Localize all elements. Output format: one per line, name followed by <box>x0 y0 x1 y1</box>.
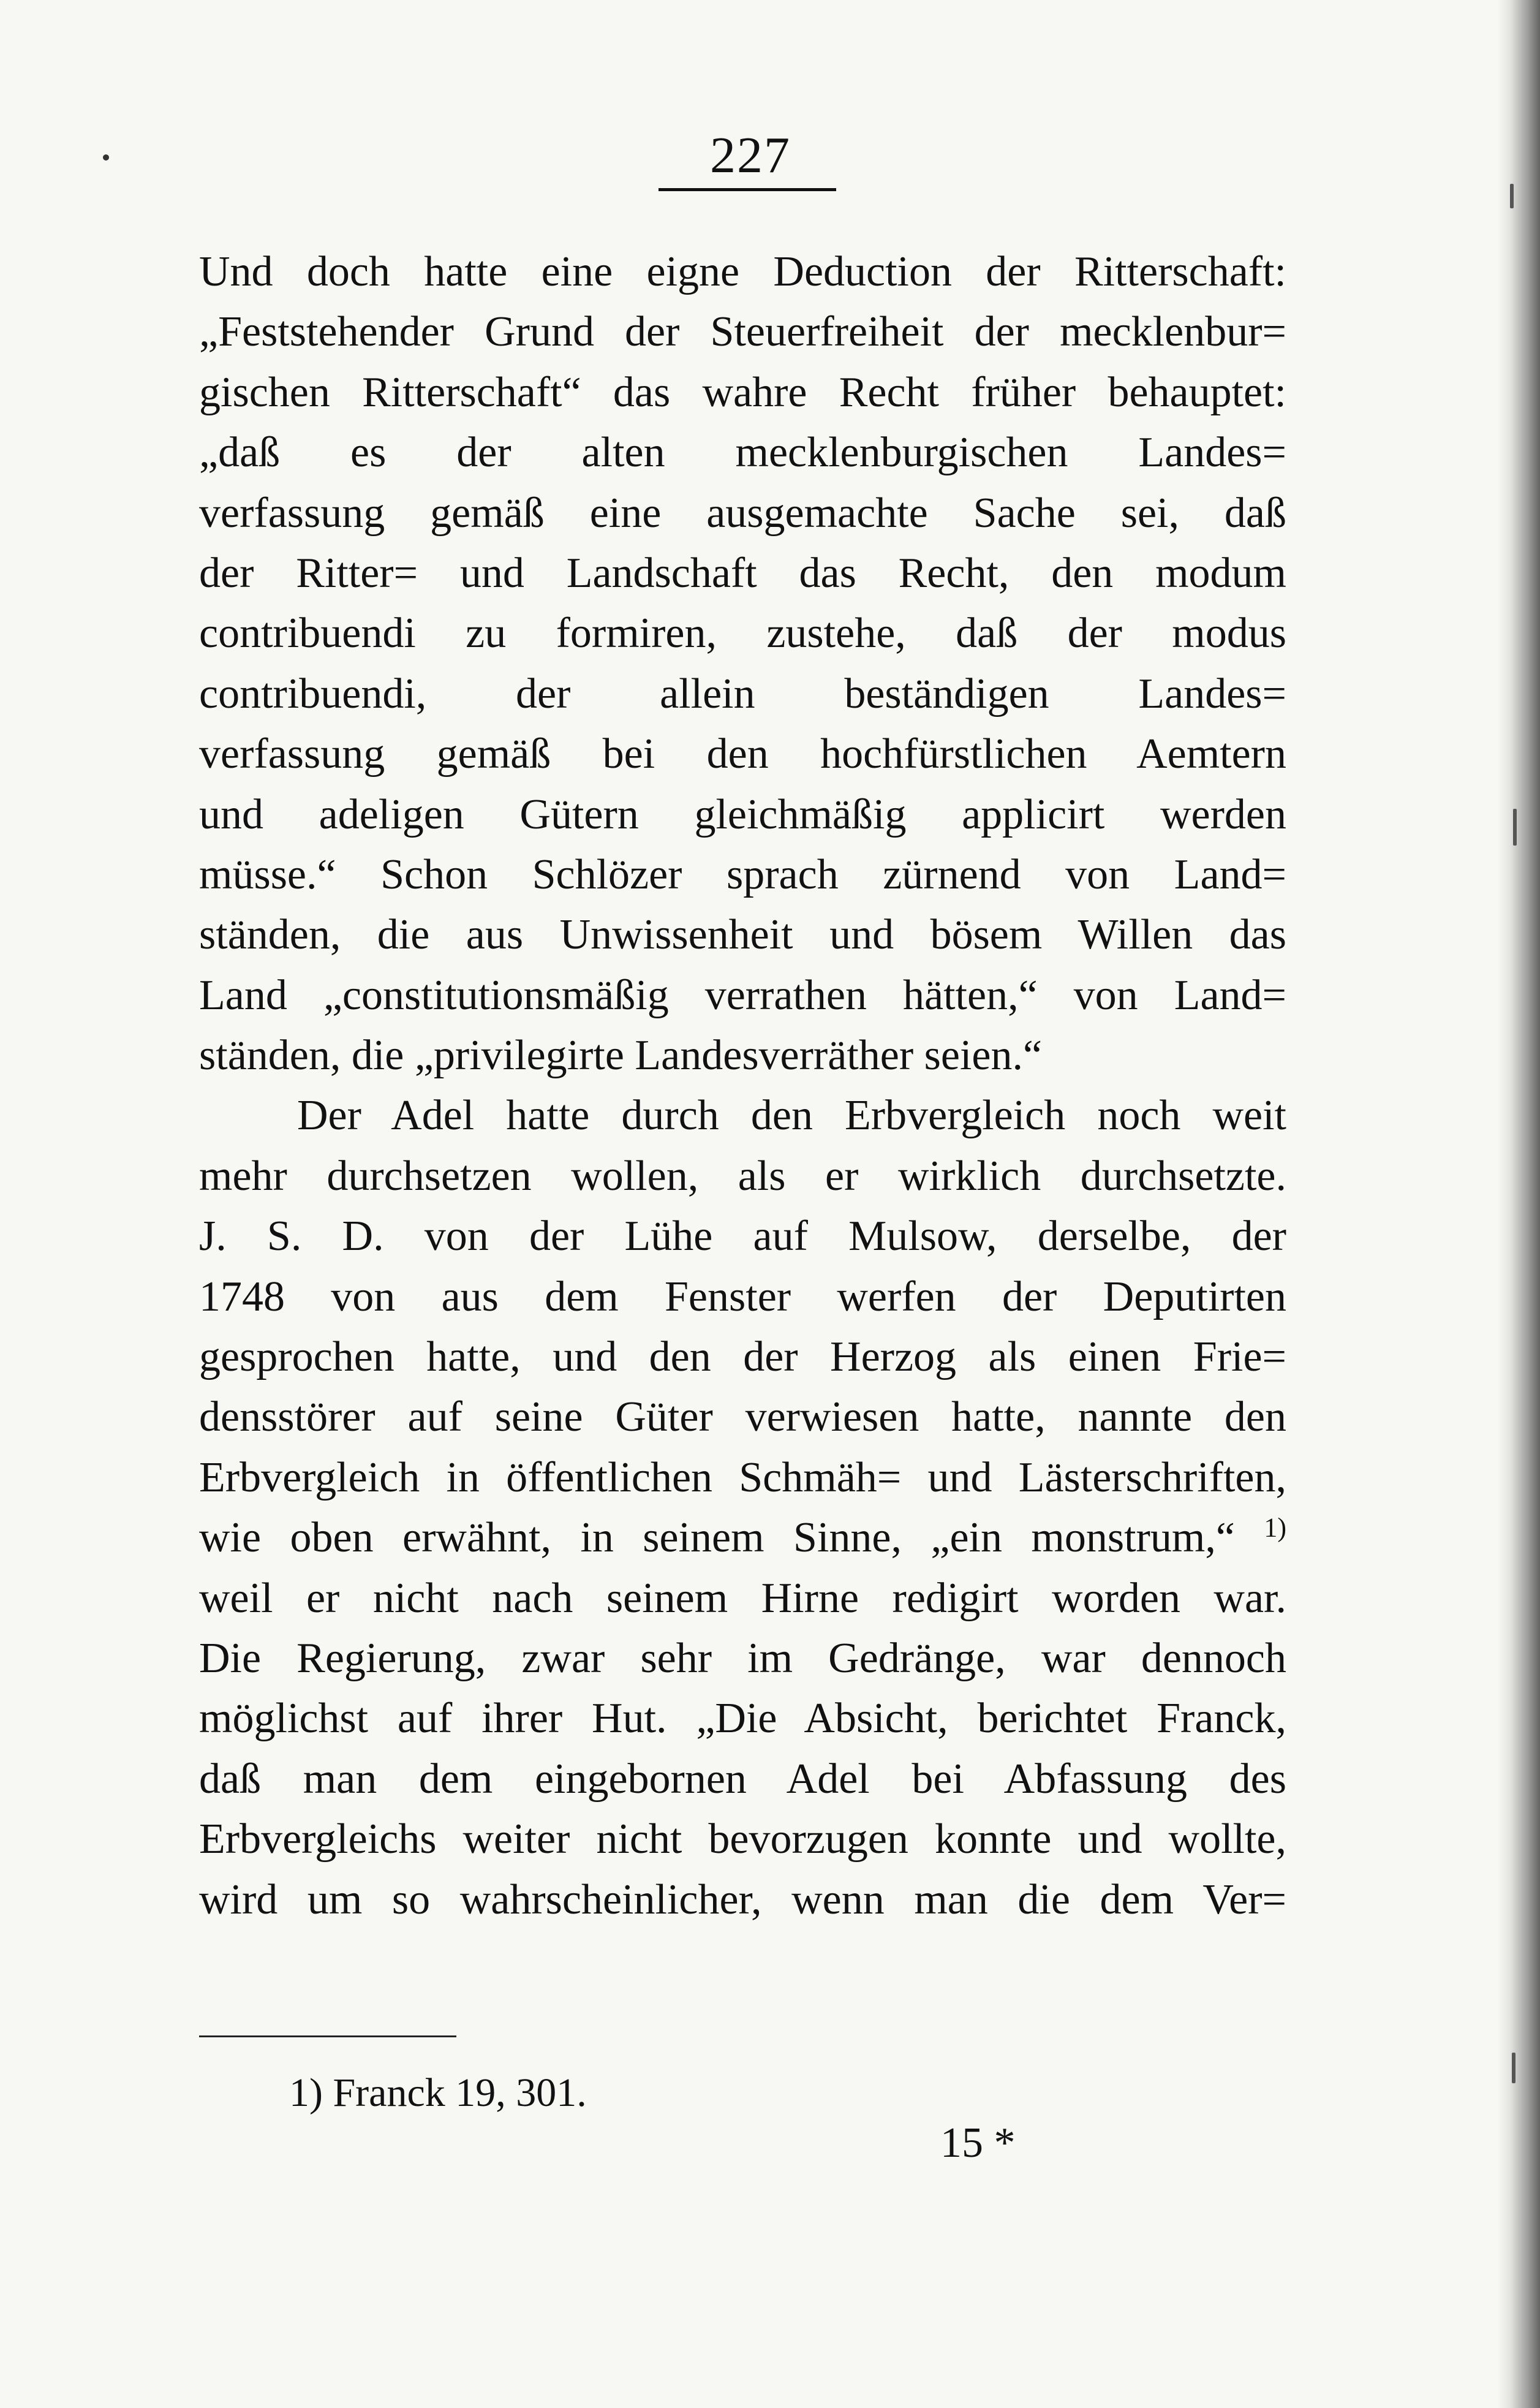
text-line: verfassung gemäß eine ausgemachte Sache sei, daß <box>199 489 1286 537</box>
footnote-marker: 1) <box>1264 1512 1286 1543</box>
header-rule <box>659 188 836 191</box>
text-line: ständen, die „privilegirte Landesverräther seien.“ <box>199 1032 1043 1080</box>
text-line: densstörer auf seine Güter verwiesen hatte, nannte den <box>199 1393 1286 1441</box>
text-line: Der Adel hatte durch den Erbvergleich noch weit <box>297 1092 1286 1140</box>
text-line: Erbvergleich in öffentlichen Schmäh= und Lästerschriften, <box>199 1453 1286 1501</box>
text-line: J. S. D. von der Lühe auf Mulsow, derselbe, der <box>199 1213 1286 1260</box>
footnote: 1) Franck 19, 301. <box>289 2070 587 2115</box>
text-line: weil er nicht nach seinem Hirne redigirt worden war. <box>199 1574 1286 1622</box>
text-line: wird um so wahrscheinlicher, wenn man die dem Ver= <box>199 1876 1286 1923</box>
text-line: daß man dem eingebornen Adel bei Abfassung des <box>199 1755 1286 1803</box>
text-line: 1748 von aus dem Fenster werfen der Deputirten <box>199 1273 1286 1320</box>
text-line: „daß es der alten mecklenburgischen Landes= <box>199 429 1286 477</box>
text-line: und adeligen Gütern gleichmäßig applicirt werden <box>199 790 1286 838</box>
footnote-rule <box>199 2035 456 2037</box>
text-line-with-footnote <box>199 1508 1286 1568</box>
paper-speck <box>103 154 109 161</box>
paper-speck <box>1510 184 1514 208</box>
text-line: Land „constitutionsmäßig verrathen hätten,“ von Land= <box>199 971 1286 1019</box>
text-line: contribuendi zu formiren, zustehe, daß der modus <box>199 610 1286 657</box>
paper-speck <box>1512 2053 1515 2083</box>
text-line-segment: wie oben erwähnt, in seinem Sinne, „ein monstrum,“ <box>199 1514 1235 1562</box>
text-line: ständen, die aus Unwissenheit und bösem Willen das <box>199 911 1286 959</box>
text-line: verfassung gemäß bei den hochfürstlichen Aemtern <box>199 730 1286 778</box>
text-line: Die Regierung, zwar sehr im Gedränge, war dennoch <box>199 1634 1286 1682</box>
body-text <box>199 242 1286 1930</box>
text-line: „Feststehender Grund der Steuerfreiheit der mecklenbur= <box>199 308 1286 356</box>
text-line: Erbvergleichs weiter nicht bevorzugen konnte und wollte, <box>199 1815 1286 1863</box>
paper-speck <box>1513 809 1517 846</box>
page-number: 227 <box>710 127 791 184</box>
text-line: contribuendi, der allein beständigen Landes= <box>199 670 1286 717</box>
text-line: gesprochen hatte, und den der Herzog als einen Frie= <box>199 1333 1286 1381</box>
signature-mark: 15 * <box>940 2119 1016 2167</box>
text-line: gischen Ritterschaft“ das wahre Recht früher behauptet: <box>199 368 1286 416</box>
text-line: möglichst auf ihrer Hut. „Die Absicht, berichtet Franck, <box>199 1695 1286 1743</box>
text-line: müsse.“ Schon Schlözer sprach zürnend von Land= <box>199 850 1286 898</box>
text-line: Und doch hatte eine eigne Deduction der Ritterschaft: <box>199 248 1286 295</box>
text-line: mehr durchsetzen wollen, als er wirklich durchsetzte. <box>199 1152 1286 1200</box>
binding-shadow <box>1497 0 1540 2408</box>
text-line: der Ritter= und Landschaft das Recht, den modum <box>199 549 1286 597</box>
